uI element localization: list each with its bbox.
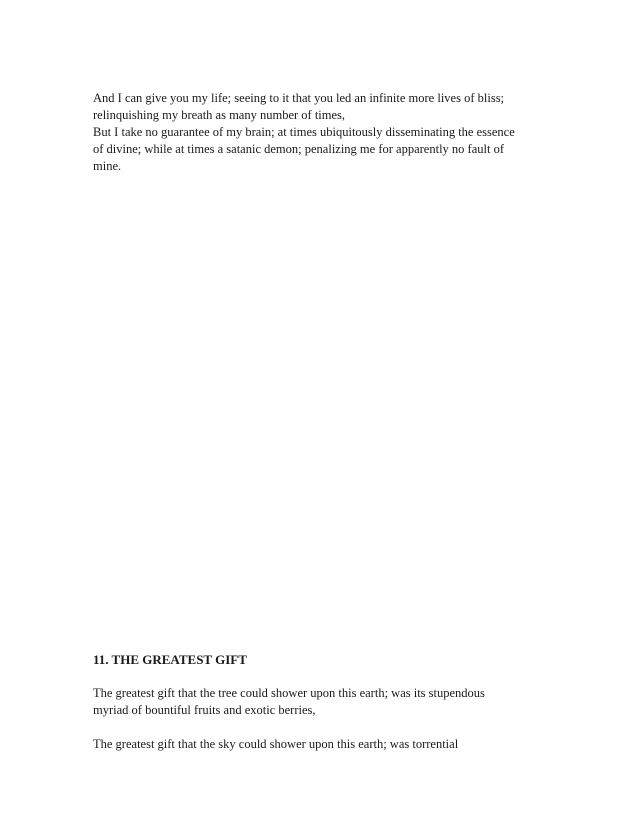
text-line: The greatest gift that the tree could shower upon this earth; was its stupendous xyxy=(93,686,485,700)
section-heading: 11. THE GREATEST GIFT xyxy=(93,652,247,667)
text-line: relinquishing my breath as many number of times, xyxy=(93,108,346,122)
text-line: myriad of bountiful fruits and exotic berries, xyxy=(93,703,316,717)
text-line: mine. xyxy=(93,159,122,173)
text-line: of divine; while at times a satanic demon; penalizing me for apparently no fault of xyxy=(93,142,504,156)
poem-stanza-top xyxy=(93,90,553,175)
text-line: The greatest gift that the sky could shower upon this earth; was torrential xyxy=(93,737,459,751)
text-line: And I can give you my life; seeing to it that you led an infinite more lives of bliss; xyxy=(93,91,505,105)
text-line: But I take no guarantee of my brain; at times ubiquitously disseminating the essence xyxy=(93,125,515,139)
poem-stanza-gift-tree xyxy=(93,685,553,719)
poem-stanza-gift-sky xyxy=(93,736,553,753)
